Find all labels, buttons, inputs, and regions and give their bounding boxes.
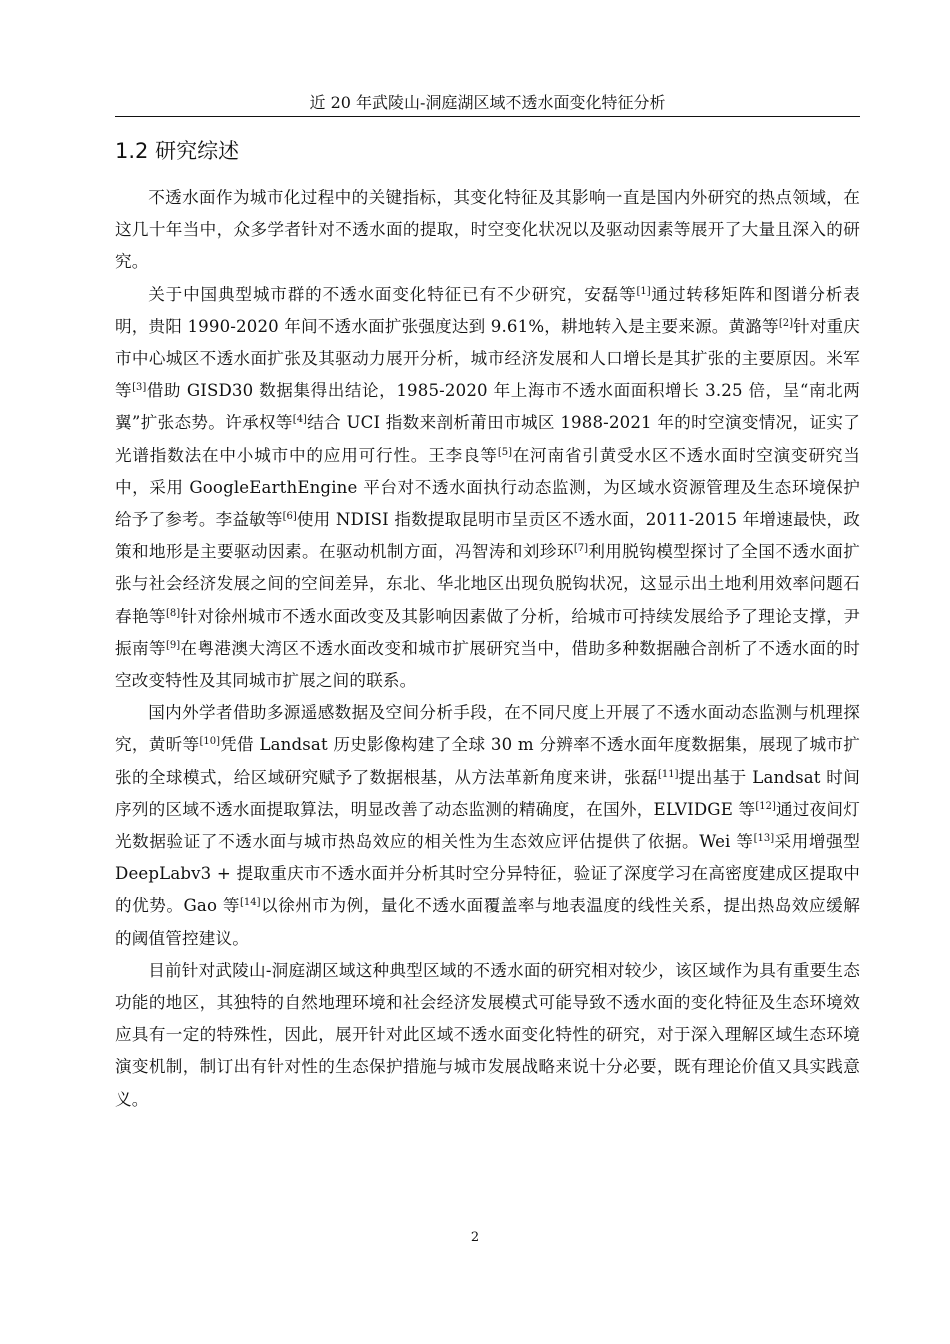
citation-reference: [4] — [292, 414, 307, 426]
paragraph-text: 以徐州市为例，量化不透水面覆盖率与地表温度的线性关系，提出热岛效应缓解的阈值管控建议。 — [115, 896, 860, 948]
paragraph-text: 使用 NDISI 指数提取昆明市呈贡区不透水面，2011-2015 年增速最快，政策和地形是主要驱动因素。在驱动机制方面，冯智涛和刘珍环 — [115, 510, 860, 562]
paragraph-text: 针对重庆市中心城区不透水面扩张及其驱动力展开分析，城市经济发展和人口增长是其扩张的主要原因。米军等 — [115, 316, 860, 401]
paragraph — [115, 955, 860, 1116]
citation-reference: [6] — [282, 511, 297, 523]
section-heading: 1.2 研究综述 — [115, 139, 240, 163]
paragraph-text: 国内外学者借助多源遥感数据及空间分析手段，在不同尺度上开展了不透水面动态监测与机理探究，黄昕等 — [115, 703, 860, 755]
citation-reference: [12] — [755, 800, 776, 812]
paragraph — [115, 697, 860, 955]
paragraph-text: 凭借 Landsat 历史影像构建了全球 30 m 分辨率不透水面年度数据集，展现了城市扩张的全球模式，给区域研究赋予了数据根基，从方法革新角度来讲，张磊 — [115, 735, 861, 787]
paragraph-text: 借助 GISD30 数据集得出结论，1985-2020 年上海市不透水面面积增长 3.25 倍，呈“南北两翼”扩张态势。许承权等 — [115, 381, 860, 433]
paragraph — [115, 182, 860, 279]
paragraph-text: 针对徐州城市不透水面改变及其影响因素做了分析，给城市可持续发展给予了理论支撑，尹振南等 — [115, 606, 861, 658]
paragraph-text: 结合 UCI 指数来剖析莆田市城区 1988-2021 年的时空演变情况，证实了光谱指数法在中小城市中的应用可行性。王李良等 — [115, 413, 860, 465]
citation-reference: [10] — [199, 736, 220, 748]
paragraph-text: 不透水面作为城市化过程中的关键指标，其变化特征及其影响一直是国内外研究的热点领域，在这几十年当中，众多学者针对不透水面的提取，时空变化状况以及驱动因素等展开了大量且深入的研究。 — [115, 188, 860, 272]
paragraph-text: 在河南省引黄受水区不透水面时空演变研究当中，采用 GoogleEarthEngine 平台对不透水面执行动态监测，为区域水资源管理及生态环境保护给予了参考。李益敏等 — [115, 445, 860, 530]
citation-reference: [8] — [166, 607, 181, 619]
citation-reference: [3] — [132, 382, 147, 394]
paragraph-text: 关于中国典型城市群的不透水面变化特征已有不少研究，安磊等 — [148, 284, 637, 304]
citation-reference: [11] — [658, 768, 679, 780]
paragraph-text: 通过转移矩阵和图谱分析表明，贵阳 1990-2020 年间不透水面扩张强度达到 9.61%，耕地转入是主要来源。黄潞等 — [115, 284, 860, 336]
citation-reference: [2] — [778, 317, 793, 329]
paragraph-text: 在粤港澳大湾区不透水面改变和城市扩展研究当中，借助多种数据融合剖析了不透水面的时空改变特性及其同城市扩展之间的联系。 — [115, 638, 861, 691]
paragraph-text: 采用增强型 DeepLabv3 + 提取重庆市不透水面并分析其时空分异特征，验证了深度学习在高密度建成区提取中的优势。Gao 等 — [115, 832, 861, 916]
citation-reference: [5] — [497, 446, 512, 458]
page-number: 2 — [470, 1230, 480, 1245]
paragraph-text: 提出基于 Landsat 时间序列的区域不透水面提取算法，明显改善了动态监测的精确度，在国外，ELVIDGE 等 — [115, 767, 860, 819]
citation-reference: [13] — [753, 833, 775, 845]
paragraph-text: 目前针对武陵山-洞庭湖区域这种典型区域的不透水面的研究相对较少，该区域作为具有重要生态功能的地区，其独特的自然地理环境和社会经济发展模式可能导致不透水面的变化特征及生态环境效应具有一定的特殊性，因此，展开针对此区域不透水面变化特性的研究，对于深入理解区域生态环境演变机制，制订出有针对性的生态保护措施与城市发展战略来说十分必要，既有理论价值又具实践意义。 — [115, 960, 860, 1109]
citation-reference: [9] — [166, 639, 181, 651]
paragraph-text: 通过夜间灯光数据验证了不透水面与城市热岛效应的相关性为生态效应评估提供了依据。Wei 等 — [115, 799, 861, 852]
citation-reference: [14] — [240, 897, 261, 909]
citation-reference: [1] — [636, 285, 651, 297]
citation-reference: [7] — [573, 543, 589, 555]
paragraph-text: 利用脱钩模型探讨了全国不透水面扩张与社会经济发展之间的空间差异，东北、华北地区出现负脱钩状况，这显示出土地利用效率问题石春艳等 — [115, 542, 860, 626]
paragraph — [115, 279, 860, 698]
header-divider — [115, 116, 860, 117]
body-text — [115, 182, 860, 1116]
running-header: 近 20 年武陵山-洞庭湖区域不透水面变化特征分析 — [309, 93, 666, 112]
